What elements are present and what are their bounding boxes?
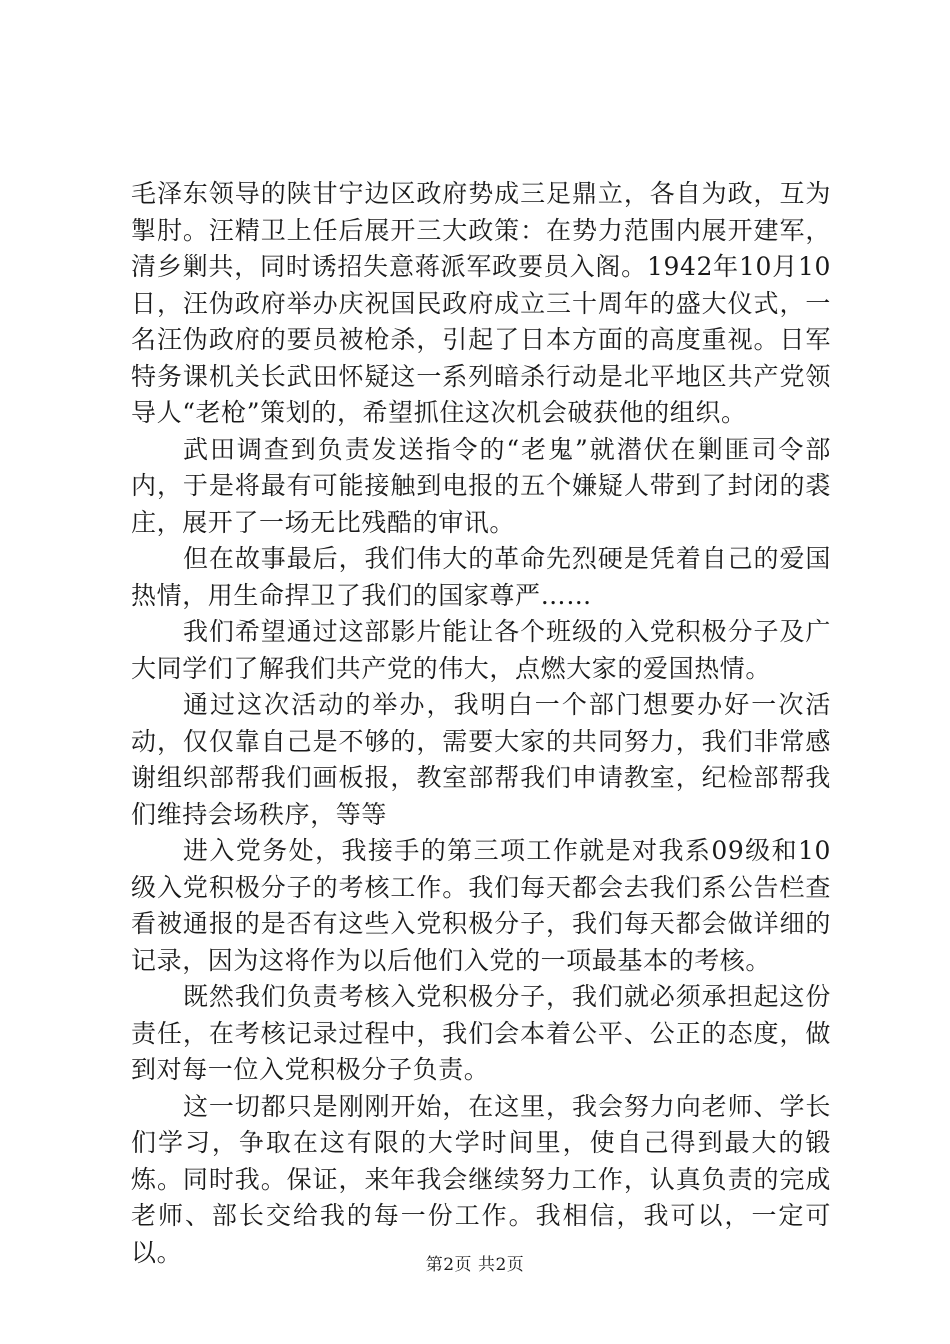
page-number-footer: 第2页 共2页: [425, 1255, 525, 1275]
document-body: [131, 176, 831, 1271]
paragraph: 我们希望通过这部影片能让各个班级的入党积极分子及广大同学们了解我们共产党的伟大，点燃大家的爱国热情。: [131, 617, 831, 683]
paragraph: 通过这次活动的举办，我明白一个部门想要办好一次活动，仅仅靠自己是不够的，需要大家的共同努力，我们非常感谢组织部帮我们画板报，教室部帮我们申请教室，纪检部帮我们维持会场秩序，等等: [131, 690, 831, 829]
paragraph: 这一切都只是刚刚开始，在这里，我会努力向老师、学长们学习，争取在这有限的大学时间里，使自己得到最大的锻炼。同时我。保证，来年我会继续努力工作，认真负责的完成老师、部长交给我的每一份工作。我相信，我可以，一定可以。: [131, 1091, 831, 1267]
paragraph: 进入党务处，我接手的第三项工作就是对我系09级和10级入党积极分子的考核工作。我们每天都会去我们系公告栏查看被通报的是否有这些入党积极分子，我们每天都会做详细的记录，因为这将作为以后他们入党的一项最基本的考核。: [131, 836, 831, 975]
paragraph: 武田调查到负责发送指令的“老鬼”就潜伏在剿匪司令部内，于是将最有可能接触到电报的五个嫌疑人带到了封闭的裘庄，展开了一场无比残酷的审讯。: [131, 434, 831, 537]
paragraph-continuation: 毛泽东领导的陕甘宁边区政府势成三足鼎立，各自为政，互为掣肘。汪精卫上任后展开三大政策：在势力范围内展开建军，清乡剿共，同时诱招失意蒋派军政要员入阁。1942年10月10日，汪伪政府举办庆祝国民政府成立三十周年的盛大仪式，一名汪伪政府的要员被枪杀，引起了日本方面的高度重视。日军特务课机关长武田怀疑这一系列暗杀行动是北平地区共产党领导人“老枪”策划的，希望抓住这次机会破获他的组织。: [131, 179, 831, 427]
paragraph: 但在故事最后，我们伟大的革命先烈硬是凭着自己的爱国热情，用生命捍卫了我们的国家尊严……: [131, 544, 831, 610]
paragraph: 既然我们负责考核入党积极分子，我们就必须承担起这份责任，在考核记录过程中，我们会本着公平、公正的态度，做到对每一位入党积极分子负责。: [131, 982, 831, 1084]
